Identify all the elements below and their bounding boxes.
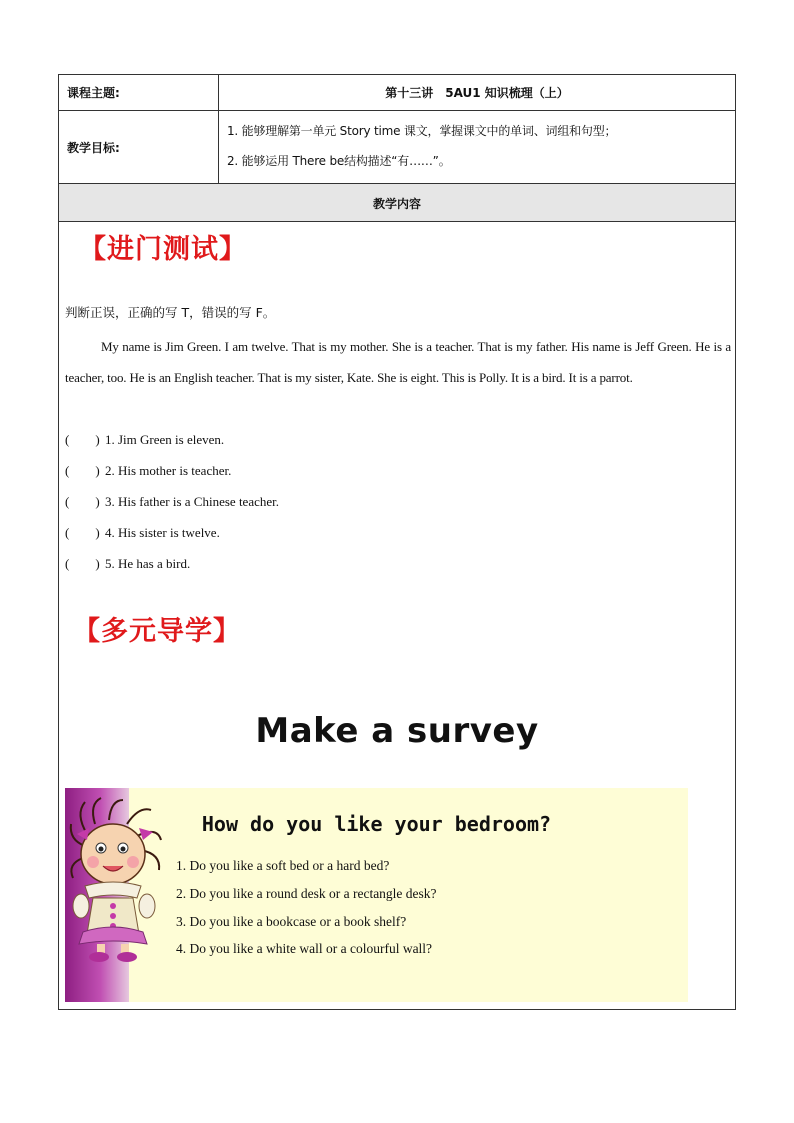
goal-label: 教学目标:: [67, 141, 120, 155]
survey-title: Make a survey: [255, 711, 539, 751]
content-label: 教学内容: [372, 197, 421, 211]
content-header-row: [59, 184, 735, 222]
topic-label: 课程主题:: [67, 86, 120, 100]
test-instruction: 判断正误，正确的写 T，错误的写 F。: [65, 305, 276, 320]
question-item: [65, 460, 231, 479]
survey-line: 3. Do you like a bookcase or a book shelf?: [176, 914, 407, 929]
topic-row: [59, 75, 735, 111]
question-text: 1. Jim Green is eleven.: [105, 432, 225, 447]
topic-value: 第十三讲 5AU1 知识梳理（上）: [385, 86, 569, 100]
question-item: [65, 522, 220, 541]
answer-blank[interactable]: ( ): [65, 432, 100, 447]
answer-blank[interactable]: ( ): [65, 525, 100, 540]
goal-item: 1. 能够理解第一单元 Story time 课文，掌握课文中的单词、词组和句型；: [227, 124, 617, 138]
question-text: 2. His mother is teacher.: [105, 463, 232, 478]
question-text: 3. His father is a Chinese teacher.: [105, 494, 279, 509]
question-text: 4. His sister is twelve.: [105, 525, 220, 540]
survey-panel: [65, 788, 688, 1002]
question-text: 5. He has a bird.: [105, 556, 191, 571]
answer-blank[interactable]: ( ): [65, 463, 100, 478]
lesson-table: [58, 74, 736, 1010]
survey-question: How do you like your bedroom?: [201, 812, 552, 836]
question-item: [65, 429, 224, 448]
survey-line: 2. Do you like a round desk or a rectangle desk?: [176, 886, 437, 901]
goal-row: [59, 111, 735, 184]
question-item: [65, 491, 279, 510]
section-title-entry-test: 【进门测试】: [79, 234, 247, 265]
survey-line: 1. Do you like a soft bed or a hard bed?: [176, 858, 390, 873]
section-title-guided-learning: 【多元导学】: [73, 616, 241, 647]
answer-blank[interactable]: ( ): [65, 494, 100, 509]
reading-passage: My name is Jim Green. I am twelve. That is my mother. She is a teacher. That is my father. His name is Jeff Green. He is a teacher, too. He is an English teacher. That is my sister, Kate. She is eight. This is Polly. It is a bird. It is a parrot.: [65, 339, 731, 385]
question-item: [65, 553, 190, 572]
answer-blank[interactable]: ( ): [65, 556, 100, 571]
survey-line: 4. Do you like a white wall or a colourful wall?: [176, 941, 433, 956]
goal-item: 2. 能够运用 There be结构描述“有……”。: [227, 154, 451, 168]
